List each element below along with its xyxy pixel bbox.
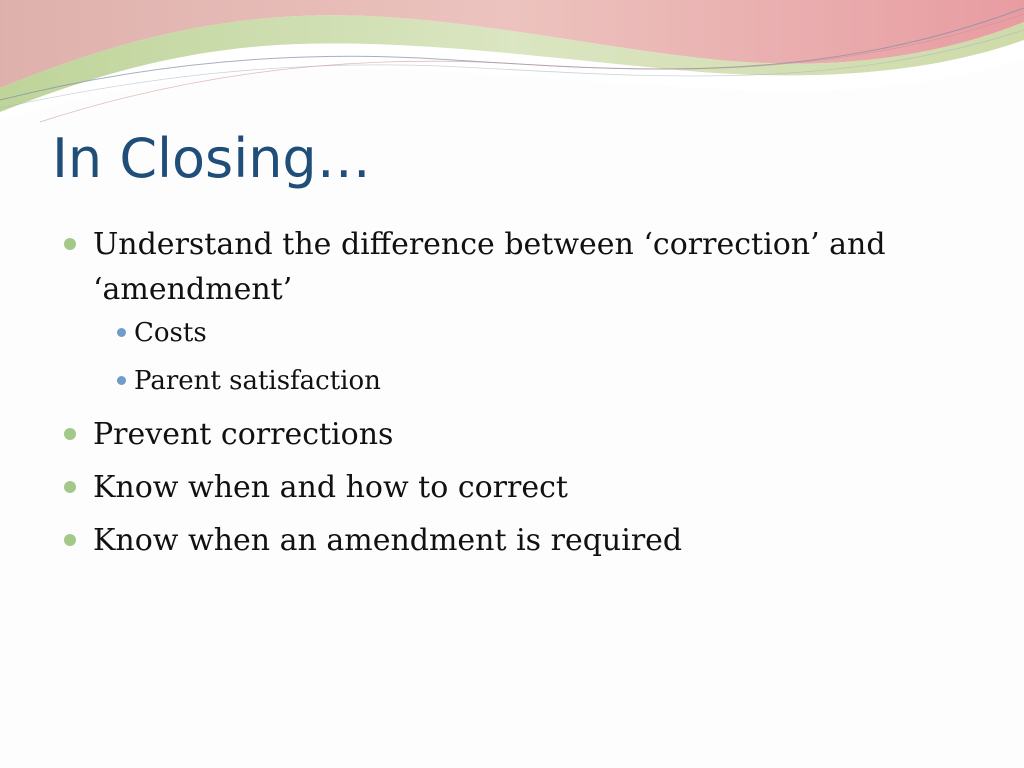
bullet-item xyxy=(60,412,960,457)
bullet-icon xyxy=(64,238,76,250)
sub-bullet-icon xyxy=(117,328,126,337)
sub-bullet-icon xyxy=(117,376,126,385)
bullet-text: Know when an amendment is required xyxy=(93,523,683,558)
decorative-wave-header xyxy=(0,0,1024,130)
bullet-icon xyxy=(64,534,76,546)
bullet-item xyxy=(60,518,960,563)
sub-bullet-item xyxy=(93,364,960,398)
bullet-icon xyxy=(64,481,76,493)
slide-title: In Closing… xyxy=(52,127,371,190)
bullet-item xyxy=(60,465,960,510)
bullet-item xyxy=(60,222,960,398)
bullet-list xyxy=(60,222,960,571)
bullet-text: Understand the difference between ‘correction’ and ‘amendment’ xyxy=(93,227,886,307)
sub-bullet-text: Costs xyxy=(134,318,207,348)
sub-bullet-list xyxy=(93,316,960,398)
sub-bullet-text: Parent satisfaction xyxy=(134,366,381,396)
bullet-icon xyxy=(64,428,76,440)
bullet-text: Prevent corrections xyxy=(93,417,394,452)
sub-bullet-item xyxy=(93,316,960,350)
bullet-text: Know when and how to correct xyxy=(93,470,568,505)
